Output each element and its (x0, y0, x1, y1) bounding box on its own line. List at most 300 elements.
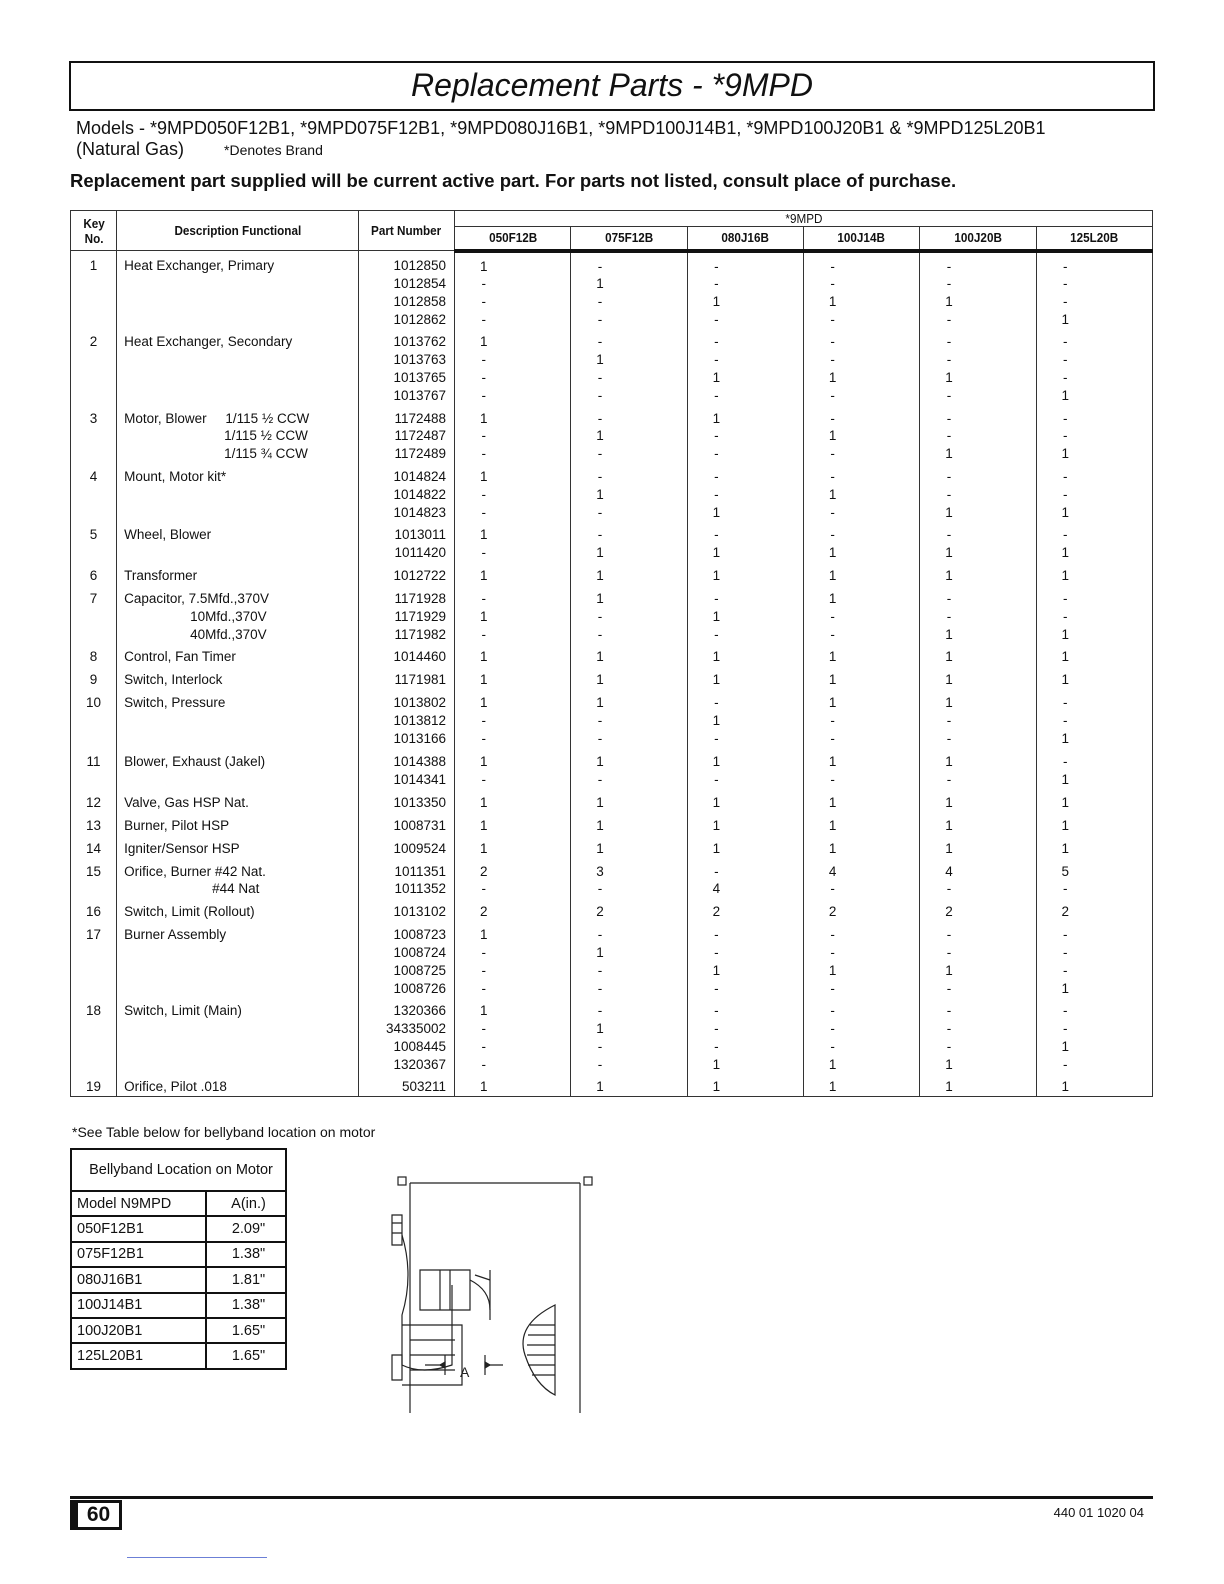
quantity-100J14B: 2 (803, 898, 919, 921)
description: Heat Exchanger, Secondary (124, 334, 293, 350)
table-row (71, 544, 1153, 562)
quantity-100J20B: - (920, 771, 1036, 789)
bellyband-col-model: Model N9MPD (71, 1191, 206, 1216)
description-cell (117, 712, 359, 730)
part-number: 1014822 (358, 486, 454, 504)
table-row (71, 980, 1153, 998)
table-row (71, 1073, 1153, 1096)
quantity-080J16B: - (687, 387, 803, 405)
quantity-100J14B: - (803, 504, 919, 522)
description: Mount, Motor kit* (124, 468, 227, 484)
bellyband-col-a: A(in.) (206, 1191, 286, 1216)
header-model-group: *9MPD (489, 211, 1117, 227)
quantity-050F12B: - (455, 626, 571, 644)
table-row (71, 643, 1153, 666)
quantity-075F12B: - (571, 387, 687, 405)
key-number (71, 712, 117, 730)
table-row (71, 626, 1153, 644)
description-cell (117, 585, 359, 608)
quantity-125L20B: - (1036, 463, 1152, 486)
key-number (71, 369, 117, 387)
description-cell (117, 748, 359, 771)
part-number: 1013350 (358, 788, 454, 811)
bellyband-model: 080J16B1 (71, 1267, 206, 1292)
quantity-125L20B: 1 (1036, 788, 1152, 811)
table-row (71, 486, 1153, 504)
quantity-050F12B: 1 (455, 834, 571, 857)
quantity-080J16B: - (687, 311, 803, 329)
part-number: 1172489 (358, 445, 454, 463)
quantity-075F12B: - (571, 712, 687, 730)
quantity-100J20B: - (920, 921, 1036, 944)
quantity-080J16B: 1 (687, 834, 803, 857)
description-cell (117, 944, 359, 962)
quantity-100J14B: - (803, 1020, 919, 1038)
description-cell (117, 504, 359, 522)
description-cell (117, 788, 359, 811)
description-cell (117, 771, 359, 789)
key-number (71, 486, 117, 504)
description: Blower, Exhaust (Jakel) (124, 753, 266, 769)
quantity-100J14B: - (803, 712, 919, 730)
quantity-075F12B: 1 (571, 811, 687, 834)
quantity-080J16B: - (687, 921, 803, 944)
quantity-080J16B: - (687, 445, 803, 463)
quantity-100J14B: - (803, 980, 919, 998)
table-row (71, 404, 1153, 427)
table-row (71, 944, 1153, 962)
description: Burner Assembly (124, 927, 227, 943)
header-model-100J14B: 100J14B (809, 227, 914, 251)
quantity-100J14B: 1 (803, 666, 919, 689)
quantity-125L20B: 1 (1036, 1073, 1152, 1096)
part-number: 1008725 (358, 962, 454, 980)
quantity-075F12B: - (571, 369, 687, 387)
part-number: 1014388 (358, 748, 454, 771)
table-row (71, 857, 1153, 880)
quantity-075F12B: 1 (571, 486, 687, 504)
models-block (76, 118, 1046, 161)
description-cell (117, 643, 359, 666)
table-row (71, 427, 1153, 445)
quantity-050F12B: 1 (455, 689, 571, 712)
header-description: Description Functional (129, 211, 346, 251)
key-number (71, 311, 117, 329)
quantity-080J16B: - (687, 463, 803, 486)
part-number: 1172487 (358, 427, 454, 445)
quantity-100J14B: - (803, 521, 919, 544)
quantity-080J16B: - (687, 1038, 803, 1056)
quantity-080J16B: - (687, 275, 803, 293)
header-key: Key No. (73, 211, 115, 251)
quantity-125L20B: - (1036, 427, 1152, 445)
quantity-050F12B: 1 (455, 643, 571, 666)
quantity-100J20B: - (920, 427, 1036, 445)
quantity-100J14B: 1 (803, 834, 919, 857)
description: Switch, Limit (Main) (124, 1003, 242, 1019)
part-number: 1172488 (358, 404, 454, 427)
quantity-050F12B: 1 (455, 748, 571, 771)
quantity-075F12B: - (571, 504, 687, 522)
key-number (71, 626, 117, 644)
bellyband-a-value: 1.81" (206, 1267, 286, 1292)
description-cell (117, 328, 359, 351)
quantity-100J20B: - (920, 387, 1036, 405)
quantity-050F12B: - (455, 1020, 571, 1038)
key-number (71, 944, 117, 962)
quantity-100J20B: - (920, 880, 1036, 898)
page-title: Replacement Parts - *9MPD (411, 67, 813, 103)
description-cell (117, 544, 359, 562)
key-number: 14 (71, 834, 117, 857)
part-number: 1013762 (358, 328, 454, 351)
part-number: 1012850 (358, 251, 454, 276)
description: Switch, Limit (Rollout) (124, 904, 255, 920)
notice: Replacement part supplied will be current active part. For parts not listed, consult place of purchase. (70, 170, 957, 191)
quantity-050F12B: - (455, 275, 571, 293)
part-number: 1013011 (358, 521, 454, 544)
quantity-075F12B: - (571, 608, 687, 626)
key-number (71, 730, 117, 748)
quantity-100J20B: - (920, 521, 1036, 544)
quantity-125L20B: - (1036, 369, 1152, 387)
quantity-125L20B: - (1036, 997, 1152, 1020)
quantity-100J20B: 1 (920, 293, 1036, 311)
quantity-100J14B: - (803, 608, 919, 626)
quantity-050F12B: 1 (455, 1073, 571, 1096)
description-cell (117, 427, 359, 445)
key-number: 9 (71, 666, 117, 689)
table-row (71, 387, 1153, 405)
key-number (71, 504, 117, 522)
key-number (71, 351, 117, 369)
description-cell (117, 962, 359, 980)
description-cell (117, 834, 359, 857)
description-cell (117, 387, 359, 405)
description: 1/115 ¾ CCW (224, 446, 308, 462)
quantity-050F12B: 1 (455, 997, 571, 1020)
quantity-100J14B: - (803, 921, 919, 944)
quantity-050F12B: - (455, 880, 571, 898)
footnote: *See Table below for bellyband location on motor (72, 1124, 376, 1140)
quantity-075F12B: 1 (571, 585, 687, 608)
quantity-080J16B: 1 (687, 404, 803, 427)
quantity-125L20B: - (1036, 585, 1152, 608)
quantity-080J16B: - (687, 626, 803, 644)
quantity-050F12B: - (455, 293, 571, 311)
table-row (71, 1038, 1153, 1056)
key-number (71, 962, 117, 980)
quantity-125L20B: - (1036, 486, 1152, 504)
quantity-050F12B: - (455, 980, 571, 998)
key-number: 19 (71, 1073, 117, 1096)
part-number: 1014460 (358, 643, 454, 666)
bellyband-a-value: 1.38" (206, 1242, 286, 1267)
bellyband-model: 075F12B1 (71, 1242, 206, 1267)
table-row (71, 811, 1153, 834)
part-number: 1012854 (358, 275, 454, 293)
part-number: 1011351 (358, 857, 454, 880)
quantity-075F12B: 1 (571, 788, 687, 811)
divider (127, 1557, 267, 1558)
quantity-075F12B: - (571, 730, 687, 748)
quantity-050F12B: - (455, 445, 571, 463)
quantity-100J14B: - (803, 730, 919, 748)
quantity-100J20B: - (920, 404, 1036, 427)
quantity-075F12B: - (571, 997, 687, 1020)
description: Burner, Pilot HSP (124, 817, 230, 833)
quantity-100J20B: 1 (920, 666, 1036, 689)
description: 40Mfd.,370V (190, 626, 267, 642)
quantity-080J16B: - (687, 427, 803, 445)
quantity-100J14B: 1 (803, 643, 919, 666)
part-number: 1014824 (358, 463, 454, 486)
quantity-100J14B: - (803, 387, 919, 405)
quantity-075F12B: - (571, 771, 687, 789)
quantity-125L20B: - (1036, 351, 1152, 369)
key-number: 8 (71, 643, 117, 666)
quantity-050F12B: - (455, 427, 571, 445)
quantity-100J14B: - (803, 404, 919, 427)
quantity-100J20B: - (920, 486, 1036, 504)
header-model-080J16B: 080J16B (693, 227, 798, 251)
quantity-100J14B: - (803, 463, 919, 486)
quantity-125L20B: 1 (1036, 730, 1152, 748)
bellyband-row (71, 1216, 286, 1241)
description: 10Mfd.,370V (190, 608, 267, 624)
quantity-125L20B: - (1036, 521, 1152, 544)
quantity-050F12B: 1 (455, 666, 571, 689)
part-number: 1014341 (358, 771, 454, 789)
quantity-100J20B: - (920, 944, 1036, 962)
description: Control, Fan Timer (124, 649, 236, 665)
quantity-100J14B: - (803, 311, 919, 329)
quantity-050F12B: - (455, 962, 571, 980)
quantity-080J16B: 1 (687, 369, 803, 387)
quantity-080J16B: - (687, 730, 803, 748)
quantity-080J16B: - (687, 351, 803, 369)
key-number: 10 (71, 689, 117, 712)
quantity-050F12B: - (455, 369, 571, 387)
quantity-125L20B: - (1036, 712, 1152, 730)
description-cell (117, 1073, 359, 1096)
table-row (71, 712, 1153, 730)
table-row (71, 275, 1153, 293)
table-row (71, 748, 1153, 771)
quantity-075F12B: - (571, 962, 687, 980)
quantity-080J16B: 2 (687, 898, 803, 921)
quantity-125L20B: - (1036, 880, 1152, 898)
bellyband-model: 100J20B1 (71, 1318, 206, 1343)
key-number (71, 1020, 117, 1038)
bellyband-row (71, 1293, 286, 1318)
blower-motor-diagram (380, 1175, 610, 1415)
quantity-075F12B: - (571, 251, 687, 276)
bellyband-a-value: 1.65" (206, 1343, 286, 1368)
quantity-125L20B: 1 (1036, 1038, 1152, 1056)
quantity-080J16B: 1 (687, 293, 803, 311)
key-number (71, 980, 117, 998)
quantity-100J20B: 1 (920, 562, 1036, 585)
quantity-125L20B: - (1036, 293, 1152, 311)
quantity-050F12B: - (455, 944, 571, 962)
quantity-100J14B: 1 (803, 1073, 919, 1096)
bellyband-a-value: 2.09" (206, 1216, 286, 1241)
quantity-100J14B: 1 (803, 562, 919, 585)
quantity-080J16B: 1 (687, 544, 803, 562)
quantity-050F12B: 1 (455, 788, 571, 811)
quantity-075F12B: 1 (571, 643, 687, 666)
quantity-125L20B: 1 (1036, 980, 1152, 998)
table-row (71, 997, 1153, 1020)
quantity-075F12B: - (571, 311, 687, 329)
bellyband-model: 100J14B1 (71, 1293, 206, 1318)
quantity-100J20B: 1 (920, 811, 1036, 834)
quantity-050F12B: - (455, 504, 571, 522)
description-cell (117, 562, 359, 585)
bellyband-model: 050F12B1 (71, 1216, 206, 1241)
description-cell (117, 626, 359, 644)
quantity-100J20B: 1 (920, 788, 1036, 811)
quantity-075F12B: 1 (571, 834, 687, 857)
description-cell (117, 689, 359, 712)
key-number (71, 275, 117, 293)
quantity-080J16B: 1 (687, 608, 803, 626)
quantity-100J20B: - (920, 608, 1036, 626)
header-model-125L20B: 125L20B (1042, 227, 1147, 251)
quantity-100J20B: - (920, 328, 1036, 351)
table-row (71, 369, 1153, 387)
quantity-075F12B: - (571, 463, 687, 486)
quantity-100J20B: 1 (920, 626, 1036, 644)
header-model-050F12B: 050F12B (460, 227, 565, 251)
quantity-050F12B: 1 (455, 251, 571, 276)
table-row (71, 1020, 1153, 1038)
quantity-050F12B: 2 (455, 898, 571, 921)
quantity-080J16B: - (687, 997, 803, 1020)
bellyband-title: Bellyband Location on Motor (71, 1149, 286, 1191)
part-number: 1013767 (358, 387, 454, 405)
quantity-125L20B: - (1036, 275, 1152, 293)
part-number: 1013102 (358, 898, 454, 921)
quantity-100J14B: - (803, 275, 919, 293)
models-line: Models - *9MPD050F12B1, *9MPD075F12B1, *9MPD080J16B1, *9MPD100J14B1, *9MPD100J20B1 & *9MPD125L20B1 (76, 118, 1046, 138)
table-row (71, 834, 1153, 857)
table-row (71, 311, 1153, 329)
quantity-075F12B: - (571, 626, 687, 644)
quantity-100J20B: 2 (920, 898, 1036, 921)
quantity-125L20B: 1 (1036, 544, 1152, 562)
quantity-100J20B: 1 (920, 369, 1036, 387)
quantity-050F12B: - (455, 712, 571, 730)
quantity-125L20B: 1 (1036, 643, 1152, 666)
description: Orifice, Burner #42 Nat. (124, 863, 266, 879)
quantity-075F12B: - (571, 921, 687, 944)
quantity-100J14B: 1 (803, 369, 919, 387)
quantity-100J14B: 4 (803, 857, 919, 880)
quantity-050F12B: - (455, 1038, 571, 1056)
quantity-100J14B: - (803, 771, 919, 789)
quantity-100J14B: - (803, 1038, 919, 1056)
quantity-125L20B: 1 (1036, 834, 1152, 857)
key-number: 16 (71, 898, 117, 921)
part-number: 1012722 (358, 562, 454, 585)
quantity-075F12B: - (571, 1038, 687, 1056)
quantity-050F12B: 1 (455, 404, 571, 427)
quantity-050F12B: 1 (455, 328, 571, 351)
quantity-125L20B: 5 (1036, 857, 1152, 880)
document-number: 440 01 1020 04 (1053, 1505, 1144, 1520)
quantity-100J20B: 1 (920, 834, 1036, 857)
quantity-080J16B: - (687, 980, 803, 998)
quantity-075F12B: 1 (571, 351, 687, 369)
key-number (71, 544, 117, 562)
bellyband-table (70, 1148, 287, 1370)
table-row (71, 730, 1153, 748)
part-number: 1012862 (358, 311, 454, 329)
quantity-080J16B: - (687, 251, 803, 276)
quantity-080J16B: 1 (687, 1056, 803, 1074)
quantity-125L20B: - (1036, 962, 1152, 980)
part-number: 503211 (358, 1073, 454, 1096)
quantity-075F12B: 2 (571, 898, 687, 921)
quantity-100J14B: 1 (803, 811, 919, 834)
parts-table (70, 210, 1153, 1097)
description-cell (117, 880, 359, 898)
quantity-100J14B: 1 (803, 1056, 919, 1074)
quantity-100J20B: 1 (920, 544, 1036, 562)
key-number (71, 1038, 117, 1056)
quantity-125L20B: - (1036, 689, 1152, 712)
footer-rule (70, 1496, 1153, 1499)
quantity-100J14B: - (803, 997, 919, 1020)
quantity-125L20B: 1 (1036, 771, 1152, 789)
key-number: 13 (71, 811, 117, 834)
description-cell (117, 997, 359, 1020)
quantity-050F12B: - (455, 486, 571, 504)
description: 1/115 ½ CCW (224, 428, 308, 444)
key-number: 12 (71, 788, 117, 811)
key-number: 18 (71, 997, 117, 1020)
quantity-125L20B: 1 (1036, 626, 1152, 644)
quantity-080J16B: 1 (687, 504, 803, 522)
quantity-080J16B: 1 (687, 811, 803, 834)
table-row (71, 445, 1153, 463)
quantity-050F12B: - (455, 311, 571, 329)
quantity-080J16B: - (687, 328, 803, 351)
quantity-075F12B: 1 (571, 748, 687, 771)
quantity-075F12B: 1 (571, 944, 687, 962)
header-model-100J20B: 100J20B (926, 227, 1031, 251)
quantity-075F12B: 3 (571, 857, 687, 880)
key-number: 1 (71, 251, 117, 276)
quantity-100J20B: - (920, 275, 1036, 293)
header-model-075F12B: 075F12B (577, 227, 682, 251)
part-number: 1014823 (358, 504, 454, 522)
quantity-050F12B: 1 (455, 463, 571, 486)
page-title-box (69, 61, 1155, 111)
quantity-125L20B: - (1036, 944, 1152, 962)
description-cell (117, 275, 359, 293)
key-number: 5 (71, 521, 117, 544)
description-cell (117, 251, 359, 276)
key-number (71, 387, 117, 405)
description: Switch, Pressure (124, 695, 226, 711)
quantity-050F12B: 1 (455, 811, 571, 834)
part-number: 1171982 (358, 626, 454, 644)
description: Motor, Blower 1/115 ½ CCW (124, 410, 310, 426)
quantity-080J16B: - (687, 944, 803, 962)
